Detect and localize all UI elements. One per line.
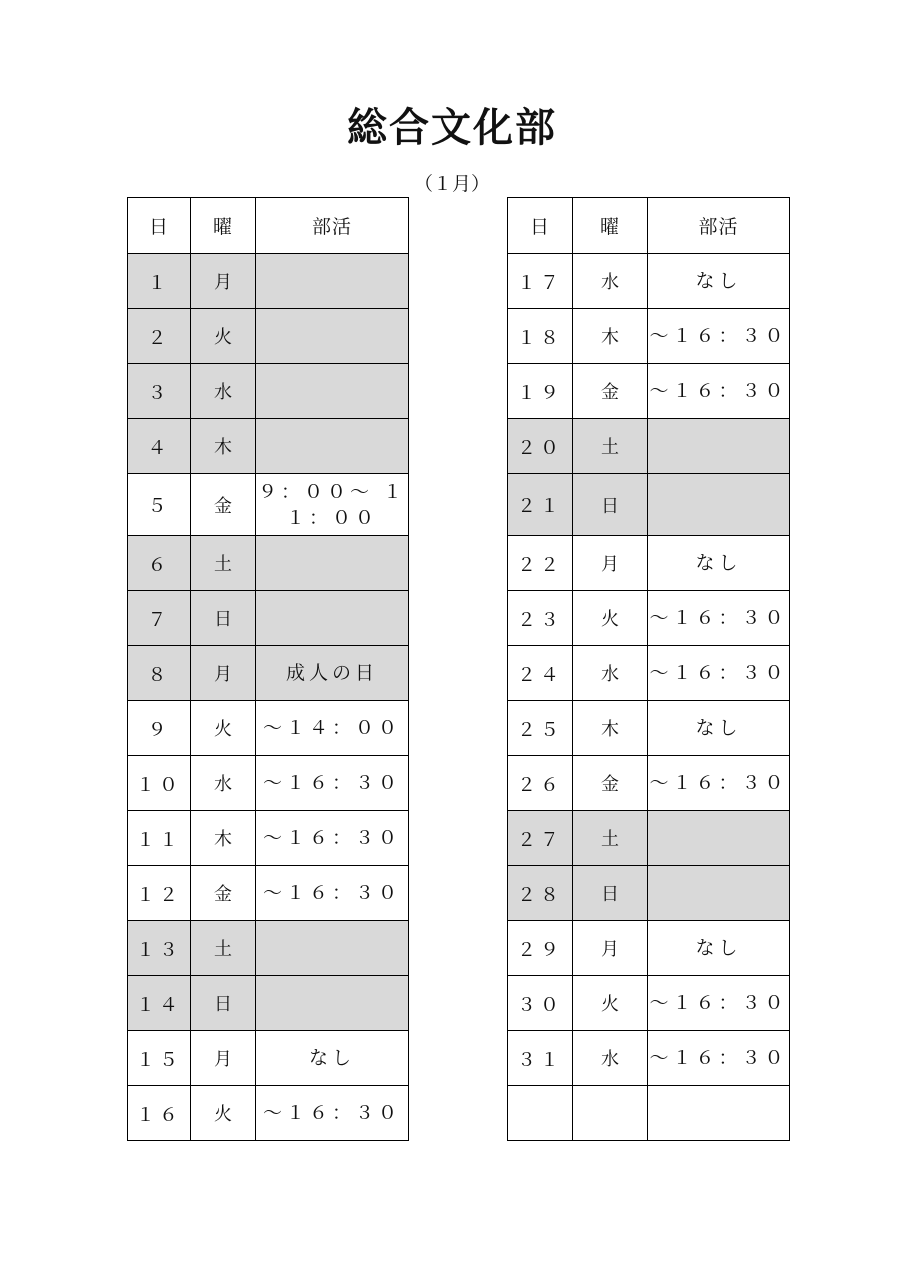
table-row [128, 474, 409, 536]
activity-cell: ～１６：３０ [648, 364, 790, 419]
weekday-cell [573, 1086, 648, 1141]
activity-cell: ～１６：３０ [648, 1031, 790, 1086]
activity-cell: ～１６：３０ [256, 756, 409, 811]
day-cell: １３ [128, 921, 191, 976]
weekday-cell: 水 [573, 1031, 648, 1086]
day-cell: １９ [508, 364, 573, 419]
table-row [128, 591, 409, 646]
weekday-cell: 土 [191, 921, 256, 976]
schedule-table-left [127, 197, 409, 1141]
table-row [508, 701, 790, 756]
table-row [508, 1031, 790, 1086]
activity-cell: ～１６：３０ [256, 866, 409, 921]
weekday-cell: 火 [191, 309, 256, 364]
activity-cell [648, 1086, 790, 1141]
table-row [128, 976, 409, 1031]
day-cell: ２８ [508, 866, 573, 921]
table-row [128, 309, 409, 364]
table-row [128, 419, 409, 474]
day-cell: ２７ [508, 811, 573, 866]
day-cell: ２５ [508, 701, 573, 756]
weekday-cell: 金 [191, 474, 256, 536]
activity-cell [256, 364, 409, 419]
day-cell: ９ [128, 701, 191, 756]
month-subtitle: （１月） [413, 173, 490, 195]
table-row [508, 921, 790, 976]
weekday-cell: 土 [573, 419, 648, 474]
activity-cell: ９：００～ １１：００ [256, 474, 409, 536]
day-cell [508, 1086, 573, 1141]
activity-cell [648, 474, 790, 536]
table-row [508, 364, 790, 419]
day-cell: ２３ [508, 591, 573, 646]
table-row [508, 536, 790, 591]
table-row [508, 976, 790, 1031]
activity-cell [256, 591, 409, 646]
weekday-cell: 木 [573, 701, 648, 756]
day-cell: ８ [128, 646, 191, 701]
table-row [128, 646, 409, 701]
day-cell: ２２ [508, 536, 573, 591]
header-weekday: 曜 [573, 198, 648, 254]
table-row [508, 866, 790, 921]
day-cell: １６ [128, 1086, 191, 1141]
day-cell: ４ [128, 419, 191, 474]
table-row [508, 1086, 790, 1141]
weekday-cell: 日 [191, 591, 256, 646]
table-row [128, 1086, 409, 1141]
activity-cell: ～１６：３０ [256, 811, 409, 866]
weekday-cell: 土 [191, 536, 256, 591]
weekday-cell: 木 [191, 419, 256, 474]
table-row [508, 756, 790, 811]
day-cell: ２０ [508, 419, 573, 474]
day-cell: １７ [508, 254, 573, 309]
activity-cell: ～１６：３０ [648, 756, 790, 811]
table-row [128, 701, 409, 756]
table-row [508, 646, 790, 701]
weekday-cell: 金 [573, 756, 648, 811]
table-row [128, 536, 409, 591]
activity-cell: なし [648, 536, 790, 591]
day-cell: １５ [128, 1031, 191, 1086]
schedule-body-right [508, 254, 790, 1141]
day-cell: ７ [128, 591, 191, 646]
weekday-cell: 月 [573, 536, 648, 591]
weekday-cell: 水 [191, 364, 256, 419]
activity-cell: なし [648, 701, 790, 756]
table-row [508, 419, 790, 474]
weekday-cell: 月 [191, 254, 256, 309]
weekday-cell: 火 [573, 976, 648, 1031]
weekday-cell: 金 [573, 364, 648, 419]
weekday-cell: 水 [573, 646, 648, 701]
header-day: 日 [128, 198, 191, 254]
table-row [128, 254, 409, 309]
day-cell: ６ [128, 536, 191, 591]
header-activity: 部活 [648, 198, 790, 254]
weekday-cell: 金 [191, 866, 256, 921]
day-cell: ２１ [508, 474, 573, 536]
weekday-cell: 月 [191, 1031, 256, 1086]
weekday-cell: 水 [573, 254, 648, 309]
day-cell: １４ [128, 976, 191, 1031]
day-cell: １２ [128, 866, 191, 921]
weekday-cell: 日 [573, 866, 648, 921]
day-cell: ５ [128, 474, 191, 536]
activity-cell [256, 536, 409, 591]
table-row [508, 591, 790, 646]
day-cell: ３ [128, 364, 191, 419]
table-row [508, 811, 790, 866]
schedule-table-right [507, 197, 790, 1141]
activity-cell [648, 811, 790, 866]
activity-cell [256, 419, 409, 474]
activity-cell [256, 309, 409, 364]
activity-cell: ～１４：００ [256, 701, 409, 756]
activity-cell: ～１６：３０ [256, 1086, 409, 1141]
activity-cell: ～１６：３０ [648, 309, 790, 364]
weekday-cell: 日 [191, 976, 256, 1031]
table-header-row [128, 198, 409, 254]
table-row [508, 474, 790, 536]
weekday-cell: 月 [191, 646, 256, 701]
day-cell: ３０ [508, 976, 573, 1031]
weekday-cell: 木 [573, 309, 648, 364]
weekday-cell: 土 [573, 811, 648, 866]
activity-cell [648, 419, 790, 474]
day-cell: １８ [508, 309, 573, 364]
activity-cell: 成人の日 [256, 646, 409, 701]
table-row [128, 1031, 409, 1086]
weekday-cell: 水 [191, 756, 256, 811]
weekday-cell: 日 [573, 474, 648, 536]
day-cell: １ [128, 254, 191, 309]
activity-cell [648, 866, 790, 921]
table-row [128, 811, 409, 866]
activity-cell: ～１６：３０ [648, 976, 790, 1031]
activity-cell [256, 976, 409, 1031]
table-row [508, 254, 790, 309]
day-cell: １０ [128, 756, 191, 811]
page-title: 総合文化部 [347, 104, 557, 151]
activity-cell: ～１６：３０ [648, 646, 790, 701]
weekday-cell: 火 [191, 1086, 256, 1141]
schedule-body-left [128, 254, 409, 1141]
activity-cell [256, 921, 409, 976]
weekday-cell: 火 [573, 591, 648, 646]
table-row [128, 866, 409, 921]
table-header-row [508, 198, 790, 254]
weekday-cell: 月 [573, 921, 648, 976]
day-cell: ２６ [508, 756, 573, 811]
activity-cell [256, 254, 409, 309]
day-cell: １１ [128, 811, 191, 866]
header-weekday: 曜 [191, 198, 256, 254]
activity-cell: なし [256, 1031, 409, 1086]
table-row [128, 364, 409, 419]
day-cell: ２ [128, 309, 191, 364]
table-row [508, 309, 790, 364]
day-cell: ２９ [508, 921, 573, 976]
weekday-cell: 木 [191, 811, 256, 866]
header-day: 日 [508, 198, 573, 254]
activity-cell: ～１６：３０ [648, 591, 790, 646]
header-activity: 部活 [256, 198, 409, 254]
activity-cell: なし [648, 254, 790, 309]
table-row [128, 921, 409, 976]
weekday-cell: 火 [191, 701, 256, 756]
day-cell: ３１ [508, 1031, 573, 1086]
day-cell: ２４ [508, 646, 573, 701]
activity-cell: なし [648, 921, 790, 976]
table-row [128, 756, 409, 811]
